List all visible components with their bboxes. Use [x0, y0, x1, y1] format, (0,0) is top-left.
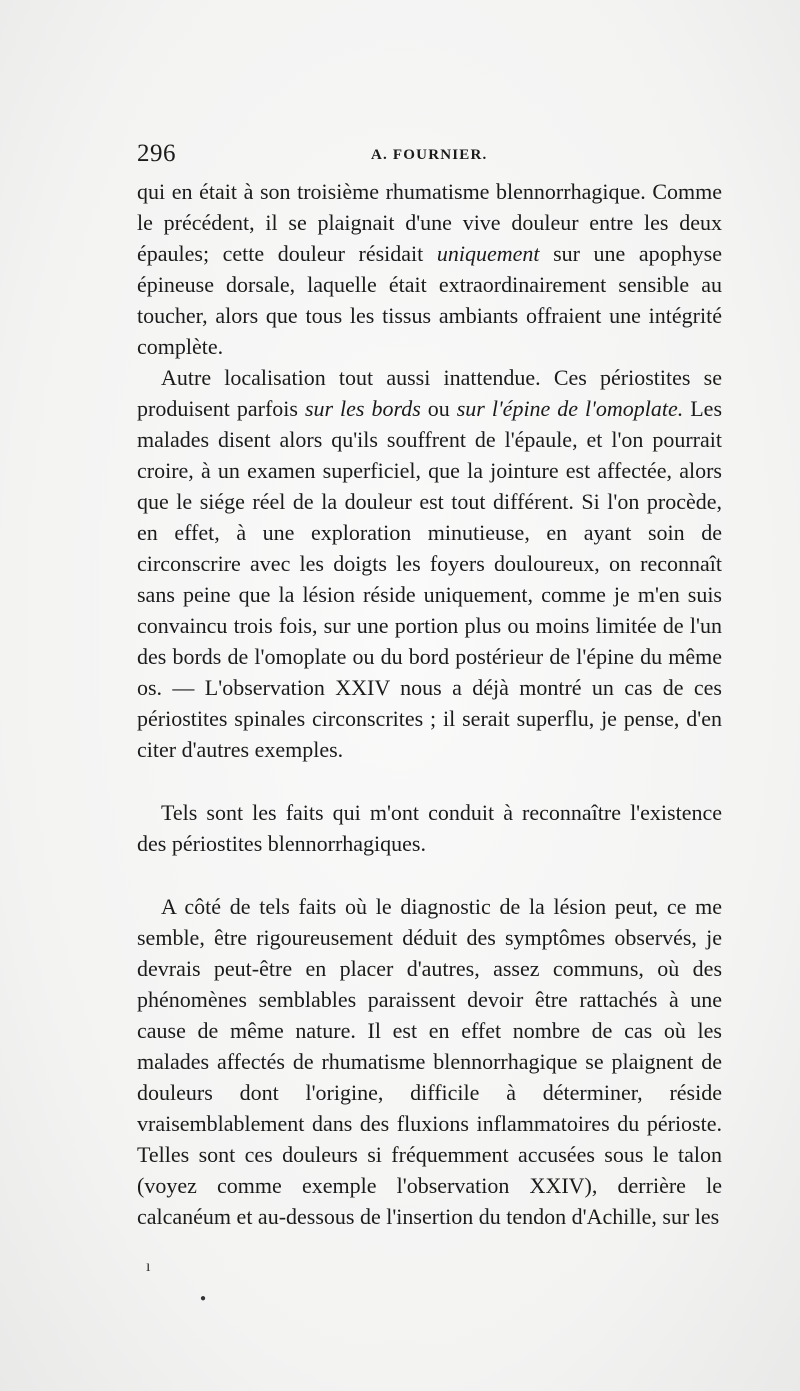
text-segment: Autre localisation tout aussi inattendue. Ces périostites se produisent parfois	[137, 365, 722, 421]
paragraph-3	[137, 797, 722, 859]
paragraph-1	[137, 176, 722, 362]
italic-segment: sur l'épine de l'omoplate.	[456, 396, 684, 421]
italic-segment: sur les bords	[304, 396, 421, 421]
text-segment: Les malades disent alors qu'ils souffrent de l'épaule, et l'on pourrait croire, à un examen superficiel, que la jointure est affectée, alors que le siége réel de la douleur est tout différent. Si l'on procède, en effet, à une exploration minutieuse, en ayant soin de circonscrire avec les doigts les foyers douloureux, on reconnaît sans peine que la lésion réside uniquement, comme je m'en suis convaincu trois fois, sur une portion plus ou moins limitée de l'un des bords de l'omoplate ou du bord postérieur de l'épine du même os. — L'observation XXIV nous a déjà montré un cas de ces périostites spinales circonscrites ; il serait superflu, je pense, d'en citer d'autres exemples.	[137, 396, 722, 762]
ink-dot: ●	[200, 1293, 207, 1304]
text-segment: ou	[420, 396, 457, 421]
paragraph-4	[137, 891, 722, 1232]
text-segment: sur une apophyse épineuse dorsale, laquelle était extraordinairement sensible au toucher, alors que tous les tissus ambiants offraient une intégrité complète.	[137, 241, 722, 359]
running-title: A. FOURNIER.	[371, 147, 488, 163]
text-segment: A côté de tels faits où le diagnostic de la lésion peut, ce me semble, être rigoureusement déduit des symptômes observés, je devrais peut-être en placer d'autres, assez communs, où des phénomènes semblables paraissent devoir être rattachés à une cause de même nature. Il est en effet nombre de cas où les malades affectés de rhumatisme blennorrhagique se plaignent de douleurs dont l'origine, difficile à déterminer, réside vraisemblablement dans des fluxions inflammatoires du périoste. Telles sont ces douleurs si fréquemment accusées sous le talon (voyez comme exemple l'observation XXIV), derrière le calcanéum et au-dessous de l'insertion du tendon d'Achille, sur les	[137, 894, 722, 1229]
text-segment: Tels sont les faits qui m'ont conduit à reconnaître l'existence des périostites blennorrhagiques.	[137, 800, 722, 856]
ink-speck: ı	[146, 1258, 151, 1275]
body-text	[137, 176, 722, 1232]
page-number: 296	[137, 140, 176, 167]
running-head	[137, 140, 722, 174]
italic-segment: uniquement	[436, 241, 540, 266]
text-segment: qui en était à son troisième rhumatisme blennorrhagique. Comme le précédent, il se plaignait d'une vive douleur entre les deux épaules; cette douleur résidait	[137, 179, 722, 266]
paragraph-2	[137, 362, 722, 765]
